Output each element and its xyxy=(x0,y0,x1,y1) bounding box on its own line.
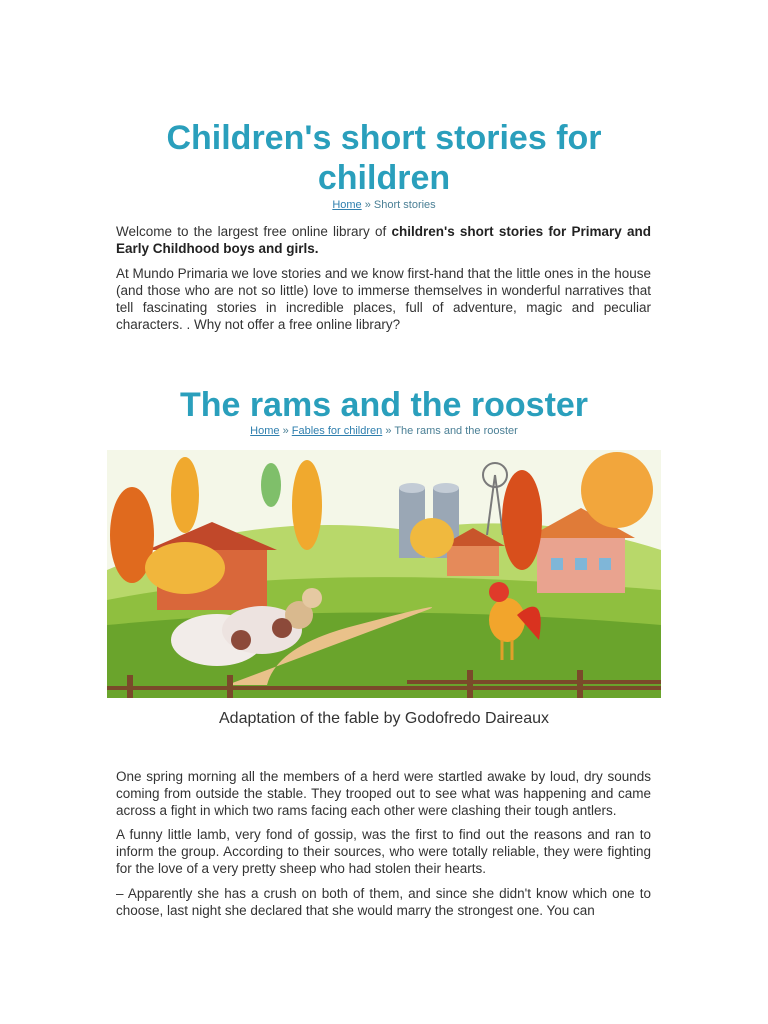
breadcrumb-category-link[interactable]: Fables for children xyxy=(291,425,383,437)
breadcrumb-separator: » xyxy=(282,425,289,437)
story-title: The rams and the rooster xyxy=(179,386,589,424)
story-paragraph-2: A funny little lamb, very fond of gossip, was the first to find out the reasons and ran to inform the group. According to their sources, who were totally reliable, they were fighting for the love of a very pretty sheep who had stolen their hearts. xyxy=(116,827,651,876)
breadcrumb-separator: » xyxy=(385,425,392,437)
page-title: Children's short stories for children xyxy=(166,119,602,197)
story-paragraph-3: – Apparently she has a crush on both of them, and since she didn't know which one to choose, last night she declared that she would marry the strongest one. You can xyxy=(116,886,651,918)
breadcrumb-home-link[interactable]: Home xyxy=(250,425,280,437)
story-paragraph-1: One spring morning all the members of a herd were startled awake by loud, dry sounds coming from outside the stable. They trooped out to see what was happening and came across a fight in which two rams facing each other were clashing their tough antlers. xyxy=(116,769,651,818)
intro-paragraph-2: At Mundo Primaria we love stories and we know first-hand that the little ones in the house (and those who are not so little) love to immerse themselves in wonderful narratives that tell fascinating stories in incredible places, full of adventure, magic and peculiar characters. . Why not offer a free online library? xyxy=(116,266,651,332)
breadcrumb-separator: » xyxy=(364,199,371,211)
breadcrumb-current: The rams and the rooster xyxy=(394,425,518,437)
story-breadcrumb xyxy=(116,425,652,437)
breadcrumb-home-link[interactable]: Home xyxy=(332,199,362,211)
story-illustration xyxy=(107,450,661,698)
breadcrumb-current: Short stories xyxy=(373,199,436,211)
breadcrumb xyxy=(116,199,652,211)
image-caption: Adaptation of the fable by Godofredo Daireaux xyxy=(219,710,549,727)
intro-paragraph-1 xyxy=(116,223,651,257)
intro-text: Welcome to the largest free online library of xyxy=(116,224,392,239)
intro-bold-text: children's short stories for Primary and Early Childhood boys and girls. xyxy=(116,224,651,256)
